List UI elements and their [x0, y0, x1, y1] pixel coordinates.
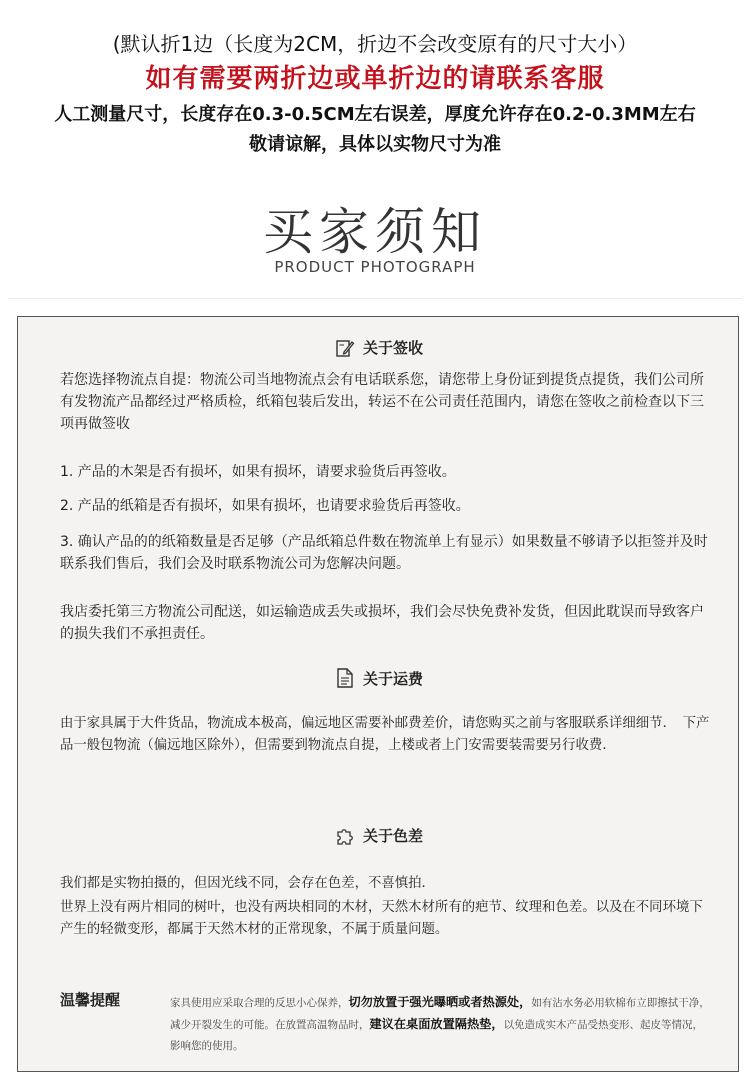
page-subtitle: PRODUCT PHOTOGRAPH	[274, 258, 476, 276]
puzzle-icon	[335, 826, 355, 846]
pen-paper-icon	[335, 338, 355, 358]
notice-panel	[17, 316, 739, 1072]
notice-folding-line: (默认折1边（长度为2CM，折边不会改变原有的尺寸大小）	[112, 32, 638, 56]
section-color-header	[18, 825, 740, 846]
section-signing-header	[18, 337, 740, 358]
document-icon	[335, 667, 355, 689]
section-shipping-header	[18, 667, 740, 689]
notice-contact-service-line: 如有需要两折边或单折边的请联系客服	[145, 64, 605, 94]
notice-understanding-line: 敬请谅解，具体以实物尺寸为准	[249, 134, 501, 155]
section-shipping-title: 关于运费	[362, 669, 423, 688]
tips-label: 温馨提醒	[60, 991, 121, 1009]
shipping-text: 由于家具属于大件货品，物流成本极高，偏远地区需要补邮费差价，请您购买之前与客服联系详细细节． 下产品一般包物流（偏远地区除外），但需要到物流点自提，上楼或者上门安需要装需要另行收费．	[60, 716, 710, 753]
tips-text	[170, 992, 710, 1057]
tips-part-3: 以免造成实木产品受热变形、起皮等情况，影响您的使用。	[170, 1019, 704, 1052]
color-line-1: 我们都是实物拍摄的，但因光线不同，会存在色差，不喜慎拍．	[60, 876, 435, 891]
color-line-2: 世界上没有两片相同的树叶，也没有两块相同的木材，天然木材所有的疤节、纹理和色差。以及在不同环境下产生的轻微变形，都属于天然木材的正常现象，不属于质量问题。	[60, 900, 703, 937]
signing-item-2: 2. 产品的纸箱是否有损坏，如果有损坏，也请要求验货后再签收。	[60, 498, 470, 514]
tips-part-1: 家具使用应采取合理的反思小心保养，	[170, 997, 349, 1009]
tips-bold-1: 切勿放置于强光曝晒或者热源处，	[348, 995, 532, 1009]
signing-intro: 若您选择物流点自提：物流公司当地物流点会有电话联系您，请您带上身份证到提货点提货，我们公司所有发物流产品都经过严格质检，纸箱包装后发出，转运不在公司责任范围内，请您在签收之前检查以下三项再做签收	[60, 372, 704, 432]
divider	[8, 298, 742, 299]
tips-part-2: 如有沾水务必用软棉布立即擦拭干净，减少开裂发生的可能。在放置高温物品时，	[170, 997, 710, 1031]
signing-item-3: 3. 确认产品的的纸箱数量是否足够（产品纸箱总件数在物流单上有显示）如果数量不够请予以拒签并及时联系我们售后，我们会及时联系物流公司为您解决问题。	[60, 534, 708, 572]
signing-note: 我店委托第三方物流公司配送，如运输造成丢失或损坏，我们会尽快免费补发货，但因此耽误而导致客户的损失我们不承担责任。	[60, 604, 704, 642]
page-title: 买家须知	[263, 203, 487, 261]
section-color-title: 关于色差	[362, 827, 423, 845]
tips-bold-2: 建议在桌面放置隔热垫，	[369, 1017, 504, 1031]
section-signing-title: 关于签收	[362, 339, 423, 357]
signing-item-1: 1. 产品的木架是否有损坏，如果有损坏，请要求验货后再签收。	[60, 464, 456, 480]
notice-measurement-line: 人工测量尺寸，长度存在0.3-0.5CM左右误差，厚度允许存在0.2-0.3MM左右	[54, 104, 696, 125]
